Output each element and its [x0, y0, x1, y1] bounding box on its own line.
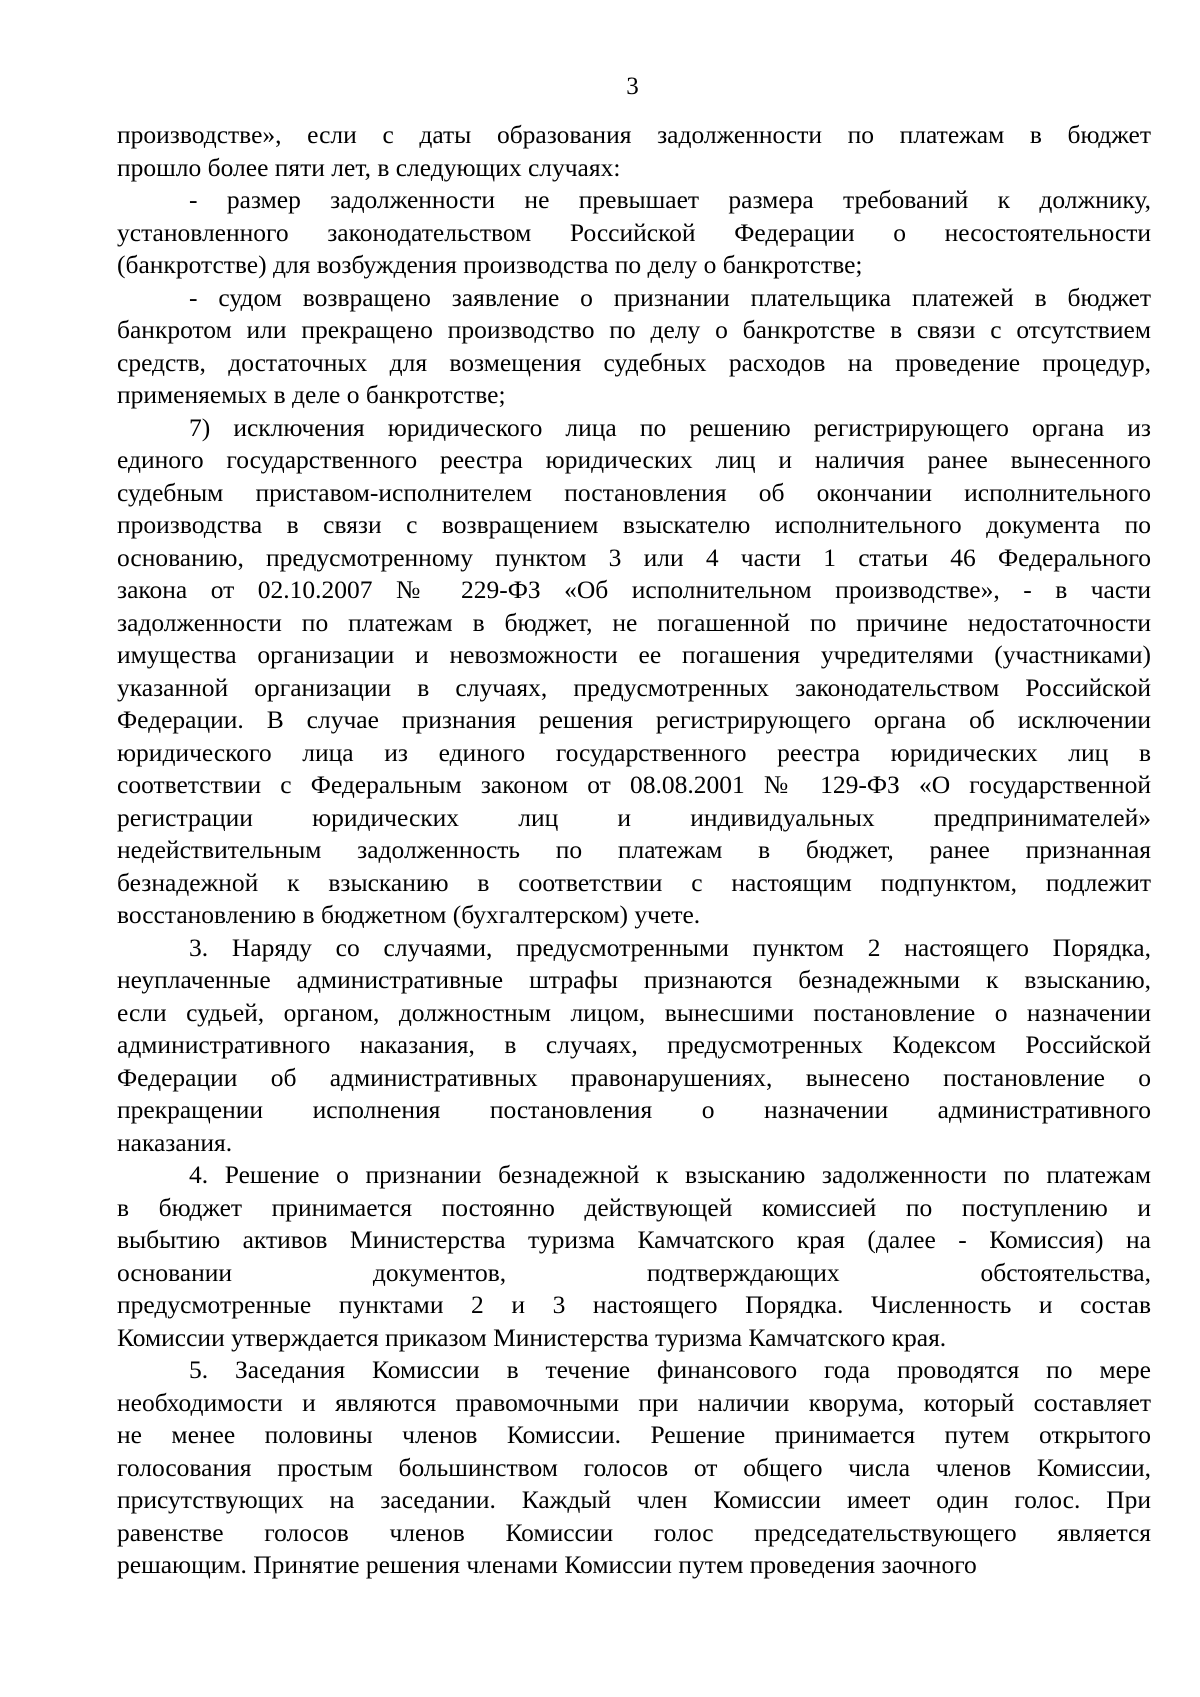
document-body [117, 119, 1151, 1582]
text-line: необходимости и являются правомочными при наличии кворума, который составляет [117, 1387, 1151, 1417]
text-line: прошло более пяти лет, в следующих случаях: [117, 152, 621, 182]
text-line: основанию, предусмотренному пунктом 3 или 4 части 1 статьи 46 Федерального [117, 542, 1151, 572]
paragraph [117, 412, 1151, 932]
paragraph [117, 1159, 1151, 1354]
text-line: задолженности по платежам в бюджет, не погашенной по причине недостаточности [117, 607, 1151, 637]
text-line: единого государственного реестра юридических лиц и наличия ранее вынесенного [117, 445, 1151, 474]
paragraph [117, 184, 1151, 282]
text-line: выбытию активов Министерства туризма Камчатского края (далее - Комиссия) на [117, 1225, 1151, 1254]
text-line: недействительным задолженность по платежам в бюджет, ранее признанная [117, 835, 1151, 864]
text-line: закона от 02.10.2007 № 229-ФЗ «Об исполнительном производстве», - в части [117, 575, 1151, 604]
text-line: средств, достаточных для возмещения судебных расходов на проведение процедур, [117, 347, 1151, 377]
text-line: 5. Заседания Комиссии в течение финансового года проводятся по мере [189, 1355, 1151, 1384]
text-line: имущества организации и невозможности ее погашения учредителями (участниками) [117, 640, 1151, 669]
text-line: равенстве голосов членов Комиссии голос председательствующего является [117, 1517, 1151, 1547]
text-line: установленного законодательством Российской Федерации о несостоятельности [117, 217, 1151, 247]
text-line: соответствии с Федеральным законом от 08.08.2001 № 129-ФЗ «О государственной [117, 770, 1151, 799]
text-line: предусмотренные пунктами 2 и 3 настоящего Порядка. Численность и состав [117, 1290, 1151, 1319]
text-line: применяемых в деле о банкротстве; [117, 380, 506, 409]
text-line: решающим. Принятие решения членами Комиссии путем проведения заочного [117, 1550, 977, 1579]
text-line: неуплаченные административные штрафы признаются безнадежными к взысканию, [117, 965, 1151, 994]
text-line: Комиссии утверждается приказом Министерства туризма Камчатского края. [117, 1322, 947, 1352]
text-line: производстве», если с даты образования задолженности по платежам в бюджет [117, 120, 1151, 149]
text-line: - размер задолженности не превышает размера требований к должнику, [189, 185, 1151, 214]
text-line: указанной организации в случаях, предусмотренных законодательством Российской [117, 672, 1151, 702]
text-line: судебным приставом-исполнителем постановления об окончании исполнительного [117, 477, 1151, 507]
paragraph [117, 282, 1151, 412]
text-line: прекращении исполнения постановления о назначении административного [117, 1095, 1151, 1124]
text-line: банкротом или прекращено производство по делу о банкротстве в связи с отсутствием [117, 315, 1151, 344]
text-line: восстановлению в бюджетном (бухгалтерском) учете. [117, 900, 701, 929]
text-line: не менее половины членов Комиссии. Решение принимается путем открытого [117, 1420, 1151, 1449]
text-line: 7) исключения юридического лица по решению регистрирующего органа из [189, 412, 1151, 442]
text-line: юридического лица из единого государственного реестра юридических лиц в [117, 737, 1151, 767]
paragraph [117, 932, 1151, 1160]
text-line: (банкротстве) для возбуждения производства по делу о банкротстве; [117, 250, 863, 279]
text-line: в бюджет принимается постоянно действующей комиссией по поступлению и [117, 1192, 1151, 1222]
text-line: 3. Наряду со случаями, предусмотренными пунктом 2 настоящего Порядка, [189, 932, 1151, 962]
text-line: Федерации. В случае признания решения регистрирующего органа об исключении [117, 705, 1151, 734]
paragraph [117, 1354, 1151, 1582]
text-line: голосования простым большинством голосов от общего числа членов Комиссии, [117, 1452, 1151, 1482]
text-line: наказания. [117, 1127, 233, 1157]
paragraph [117, 119, 1151, 184]
text-line: безнадежной к взысканию в соответствии с настоящим подпунктом, подлежит [117, 867, 1151, 897]
text-line: административного наказания, в случаях, предусмотренных Кодексом Российской [117, 1030, 1151, 1059]
text-line: присутствующих на заседании. Каждый член Комиссии имеет один голос. При [117, 1485, 1151, 1514]
text-line: производства в связи с возвращением взыскателю исполнительного документа по [117, 510, 1151, 539]
text-line: - судом возвращено заявление о признании плательщика платежей в бюджет [189, 282, 1151, 312]
text-line: 4. Решение о признании безнадежной к взысканию задолженности по платежам [189, 1160, 1151, 1189]
text-line: регистрации юридических лиц и индивидуальных предпринимателей» [117, 802, 1151, 832]
text-line: если судьей, органом, должностным лицом, вынесшими постановление о назначении [117, 997, 1151, 1027]
page-number: 3 [626, 73, 639, 100]
text-line: основании документов, подтверждающих обстоятельства, [117, 1257, 1151, 1287]
text-line: Федерации об административных правонарушениях, вынесено постановление о [117, 1062, 1151, 1092]
